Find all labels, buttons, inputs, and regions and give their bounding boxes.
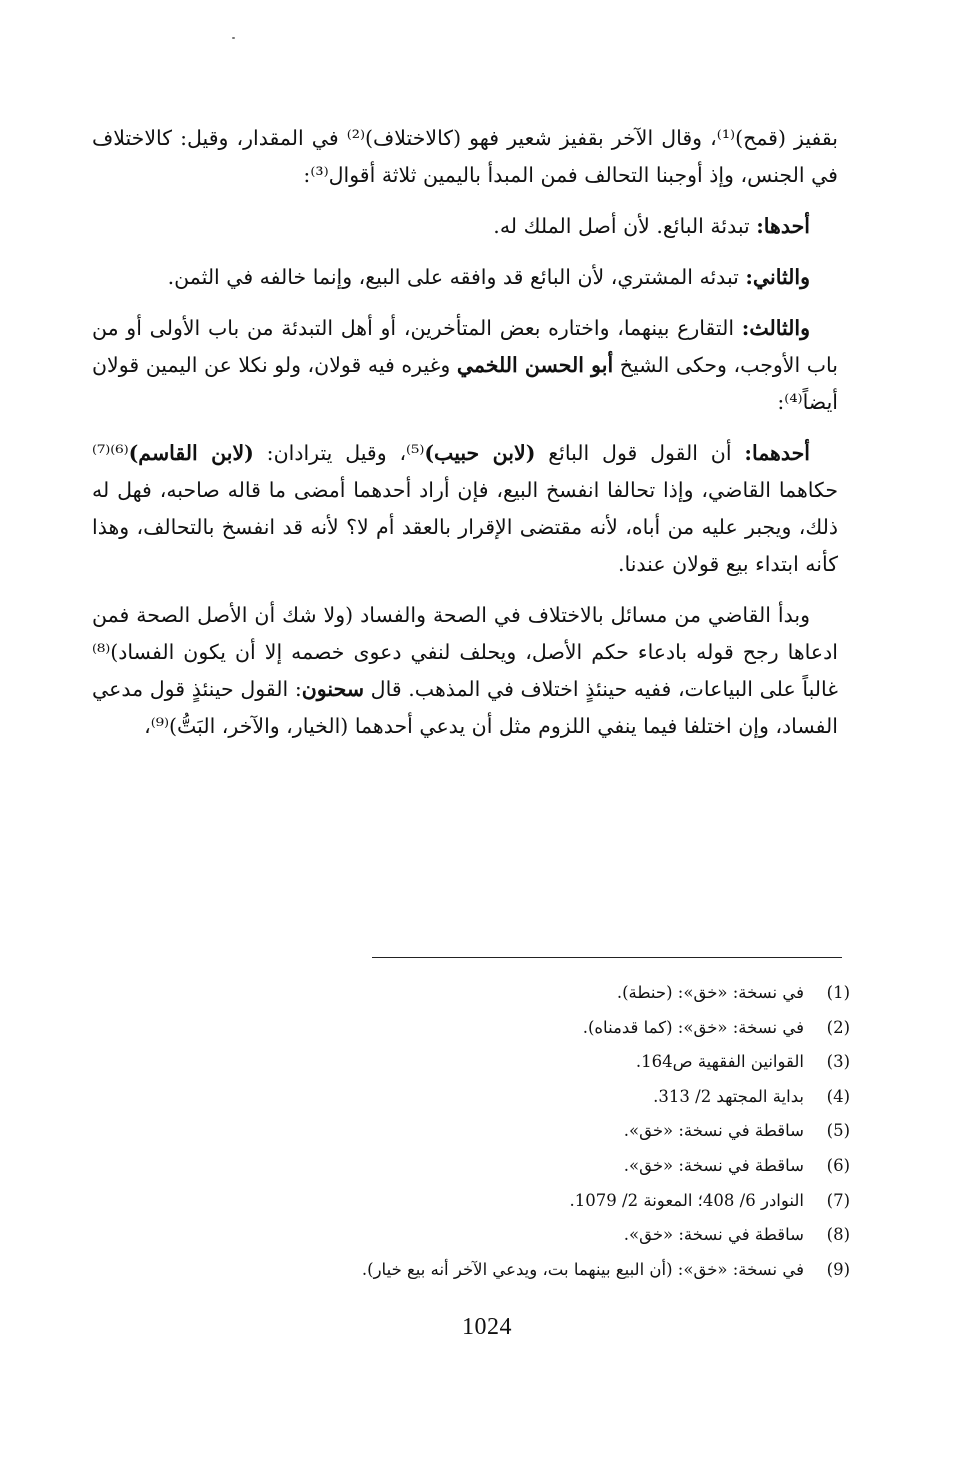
footnote-number: (4) <box>826 1086 850 1106</box>
paragraph-6: وبدأ القاضي من مسائل بالاختلاف في الصحة والفساد (ولا شك أن الأصل الصحة فمن ادعاها رجح قوله بادعاء حكم الأصل، ويحلف لنفي دعوى خصمه إلا أن يكون الفساد)⁽⁸⁾ غالباً على البياعات، ففيه حينئذٍ اختلاف في المذهب. قال سحنون: القول حينئذٍ قول مدعي الفساد، وإن اختلفا فيما ينفي اللزوم مثل أن يدعي أحدهما (الخيار، والآخر، البَتُّ)⁽⁹⁾، <box>92 603 838 738</box>
footnote-text: القوانين الفقهية ص164. <box>635 1052 804 1072</box>
footnote-item <box>92 1184 850 1219</box>
footnote-item <box>92 976 850 1011</box>
footnote-text: بداية المجتهد 2/ 313. <box>653 1086 804 1106</box>
footnote-text: في نسخة: «خق»: (كما قدمناه). <box>582 1017 804 1037</box>
footnote-text: في نسخة: «خق»: (أن البيع بينهما بت، ويدعي الآخر أنه بيع خيار). <box>361 1259 804 1279</box>
footnote-separator <box>372 957 842 958</box>
paragraph-4: والثالث: التقارع بينهما، واختاره بعض المتأخرين، أو أهل التبدئة من باب الأولى أو من باب الأوجب، وحكى الشيخ أبو الحسن اللخمي وغيره فيه قولان، ولو نكلا عن اليمين قولان أيضاً⁽⁴⁾: <box>92 316 838 414</box>
footnote-number: (3) <box>826 1052 850 1072</box>
footnote-item <box>92 1045 850 1080</box>
footnote-item <box>92 1218 850 1253</box>
footnote-number: (5) <box>826 1121 850 1141</box>
footnote-text: ساقطة في نسخة: «خق». <box>623 1155 804 1175</box>
footnote-item <box>92 1080 850 1115</box>
footnote-number: (1) <box>826 983 850 1002</box>
footnote-text: ساقطة في نسخة: «خق». <box>623 1121 804 1141</box>
main-text <box>92 120 838 759</box>
footnote-text: في نسخة: «خق»: (حنطة). <box>616 983 804 1002</box>
page-number: 1024 <box>462 1314 512 1340</box>
footnote-number: (6) <box>826 1155 850 1175</box>
footnote-item <box>92 1149 850 1184</box>
footnote-item <box>92 1253 850 1288</box>
footnote-number: (2) <box>826 1017 850 1037</box>
paragraph-2: أحدها: تبدئة البائع. لأن أصل الملك له. <box>493 214 810 238</box>
footnote-number: (7) <box>826 1190 850 1210</box>
footnote-item <box>92 1114 850 1149</box>
footnote-number: (9) <box>826 1259 850 1279</box>
footnote-text: النوادر 6/ 408؛ المعونة 2/ 1079. <box>569 1190 804 1210</box>
footnotes <box>92 976 850 1287</box>
footnote-text: ساقطة في نسخة: «خق». <box>623 1225 804 1245</box>
paragraph-3: والثاني: تبدئه المشتري، لأن البائع قد وافقه على البيع، وإنما خالفه في الثمن. <box>167 265 810 289</box>
footnote-item <box>92 1011 850 1046</box>
paragraph-1: بقفيز (قمح)⁽¹⁾، وقال الآخر بقفيز شعير فهو (كالاختلاف)⁽²⁾ في المقدار، وقيل: كالاختلاف في الجنس، وإذ أوجبنا التحالف فمن المبدأ باليمين ثلاثة أقوال⁽³⁾: <box>92 126 838 187</box>
footnote-number: (8) <box>826 1225 850 1245</box>
paragraph-5: أحدهما: أن القول قول البائع (لابن حبيب)⁽⁵⁾، وقيل يترادان: (لابن القاسم)⁽⁶⁾⁽⁷⁾ حكاهما القاضي، وإذا تحالفا انفسخ البيع، فإن أراد أحدهما أمضى ما قاله صاحبه، فهل له ذلك، ويجبر عليه من أباه، لأنه مقتضى الإقرار بالعقد أم لا؟ لأنه قد انفسخ بالتحالف، وهذا كأنه ابتداء بيع قولان عندنا. <box>92 441 838 576</box>
scan-speck <box>232 37 235 39</box>
